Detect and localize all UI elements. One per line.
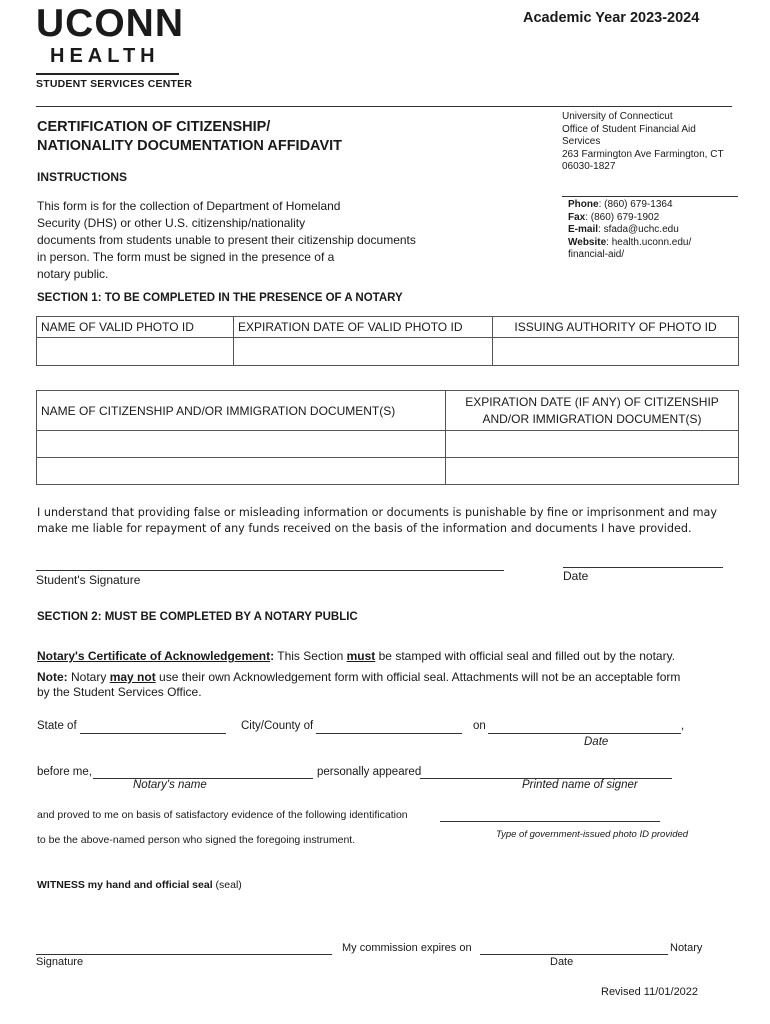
phone-line — [568, 199, 748, 212]
doc-expiration-header-line: AND/OR IMMIGRATION DOCUMENT(S) — [482, 411, 702, 426]
doc-expiration-cell[interactable] — [446, 431, 739, 458]
doc-expiration-cell[interactable] — [446, 458, 739, 485]
notary-name-caption: Notary's name — [133, 779, 207, 791]
photo-id-authority-header: ISSUING AUTHORITY OF PHOTO ID — [493, 317, 739, 338]
notary-signature-field[interactable] — [36, 954, 332, 955]
photo-id-name-header: NAME OF VALID PHOTO ID — [37, 317, 234, 338]
address-line: University of Connecticut — [562, 111, 673, 122]
doc-name-cell[interactable] — [37, 458, 446, 485]
header-rule — [36, 106, 732, 107]
form-title — [37, 118, 342, 156]
may-not-emphasis: may not — [109, 670, 156, 684]
photo-id-expiration-cell[interactable] — [234, 338, 493, 366]
certificate-label: Notary's Certificate of Acknowledgement — [37, 649, 271, 663]
section1-heading: SECTION 1: TO BE COMPLETED IN THE PRESENCE OF A NOTARY — [37, 292, 403, 304]
revised-date: Revised 11/01/2022 — [601, 986, 699, 998]
certificate-text: This Section — [274, 649, 347, 663]
proved-text: and proved to me on basis of satisfactory evidence of the following identification — [37, 809, 408, 821]
affidavit-statement — [37, 505, 727, 536]
city-county-field[interactable] — [316, 733, 462, 734]
commission-date-field[interactable] — [480, 954, 668, 955]
date-caption: Date — [584, 736, 609, 748]
state-field[interactable] — [80, 733, 226, 734]
email-value[interactable]: : sfada@uchc.edu — [598, 224, 679, 235]
student-signature-label: Student's Signature — [36, 573, 141, 587]
instructions-text — [37, 198, 447, 283]
fax-value: : (860) 679-1902 — [585, 211, 660, 223]
form-title-line1: CERTIFICATION OF CITIZENSHIP/ — [37, 119, 271, 135]
instructions-heading: INSTRUCTIONS — [37, 170, 127, 184]
before-me-label: before me, — [37, 766, 92, 778]
city-county-label: City/County of — [241, 720, 314, 732]
student-date-line[interactable] — [563, 567, 723, 568]
instructions-line: Security (DHS) or other U.S. citizenship/nationality — [37, 216, 306, 230]
photo-id-name-cell[interactable] — [37, 338, 234, 366]
health-logo-wordmark: HEALTH — [50, 45, 160, 67]
note-line-1 — [37, 670, 737, 685]
note-text: Notary — [67, 670, 110, 684]
witness-bold: WITNESS my hand and official seal — [37, 879, 213, 891]
doc-name-cell[interactable] — [37, 431, 446, 458]
note-line-2: by the Student Services Office. — [37, 685, 202, 699]
doc-expiration-header-line: EXPIRATION DATE (IF ANY) OF CITIZENSHIP — [465, 394, 719, 409]
student-date-label: Date — [563, 569, 589, 583]
website-line — [568, 237, 748, 250]
office-address — [562, 111, 742, 174]
doc-name-header: NAME OF CITIZENSHIP AND/OR IMMIGRATION DOCUMENT(S) — [37, 391, 446, 431]
commission-date-caption: Date — [550, 956, 574, 968]
phone-label: Phone — [568, 199, 599, 210]
logo-divider — [36, 73, 179, 75]
notary-label: Notary — [670, 942, 703, 954]
photo-id-table — [36, 316, 739, 366]
comma: , — [681, 720, 685, 732]
notary-note — [37, 670, 737, 700]
certificate-colon: : — [270, 649, 275, 663]
office-contact — [568, 199, 748, 262]
address-line: 263 Farmington Ave Farmington, CT — [562, 148, 724, 160]
notary-certificate-text — [37, 649, 675, 663]
certificate-text-2: be stamped with official seal and filled out by the notary. — [375, 649, 676, 663]
academic-year: Academic Year 2023-2024 — [523, 10, 700, 26]
address-rule — [562, 196, 738, 197]
note-label: Note: — [37, 670, 68, 684]
instructions-line: This form is for the collection of Department of Homeland — [37, 199, 341, 213]
photo-id-authority-cell[interactable] — [493, 338, 739, 366]
instructions-line: documents from students unable to present their citizenship documents — [37, 233, 416, 247]
id-type-caption: Type of government-issued photo ID provided — [496, 829, 689, 840]
state-of-label: State of — [37, 720, 77, 732]
instructions-line: notary public. — [37, 267, 109, 281]
instructions-line: in person. The form must be signed in the presence of a — [37, 250, 335, 264]
website-value[interactable]: : health.uconn.edu/ — [606, 236, 692, 248]
personally-appeared-label: personally appeared — [317, 766, 422, 778]
above-named-text: to be the above-named person who signed the foregoing instrument. — [37, 834, 356, 846]
commission-label: My commission expires on — [342, 942, 472, 954]
logo-subtitle: STUDENT SERVICES CENTER — [36, 78, 193, 90]
student-signature-line[interactable] — [36, 570, 504, 571]
phone-value: : (860) 679-1364 — [598, 199, 673, 210]
address-line: 06030-1827 — [562, 161, 616, 172]
note-text-2: use their own Acknowledgement form with official seal. Attachments will not be an acceptable form — [155, 670, 681, 684]
website-label: Website — [568, 236, 607, 248]
witness-text — [37, 879, 242, 891]
fax-line — [568, 212, 748, 225]
email-label: E-mail — [568, 224, 599, 235]
doc-expiration-header — [446, 391, 739, 431]
acknowledgement-date-field[interactable] — [488, 733, 681, 734]
email-line — [568, 224, 748, 237]
id-type-field[interactable] — [440, 821, 660, 822]
photo-id-expiration-header: EXPIRATION DATE OF VALID PHOTO ID — [234, 317, 493, 338]
website-line-2[interactable]: financial-aid/ — [568, 249, 625, 260]
statement-line: I understand that providing false or misleading information or documents is punishable by fine or imprisonment and may — [37, 506, 718, 519]
citizenship-doc-table — [36, 390, 739, 485]
statement-line: make me liable for repayment of any funds received on the basis of the information and documents I have provided. — [37, 521, 692, 535]
fax-label: Fax — [568, 211, 586, 223]
on-label: on — [473, 720, 486, 732]
witness-seal: (seal) — [212, 879, 242, 891]
form-title-line2: NATIONALITY DOCUMENTATION AFFIDAVIT — [37, 138, 343, 154]
section2-heading: SECTION 2: MUST BE COMPLETED BY A NOTARY PUBLIC — [37, 611, 358, 623]
printed-name-caption: Printed name of signer — [522, 779, 638, 791]
address-line: Office of Student Financial Aid — [562, 123, 696, 135]
address-line: Services — [562, 136, 601, 147]
notary-signature-label: Signature — [36, 956, 84, 968]
uconn-logo-wordmark: UCONN — [36, 2, 184, 45]
must-emphasis: must — [346, 649, 376, 663]
